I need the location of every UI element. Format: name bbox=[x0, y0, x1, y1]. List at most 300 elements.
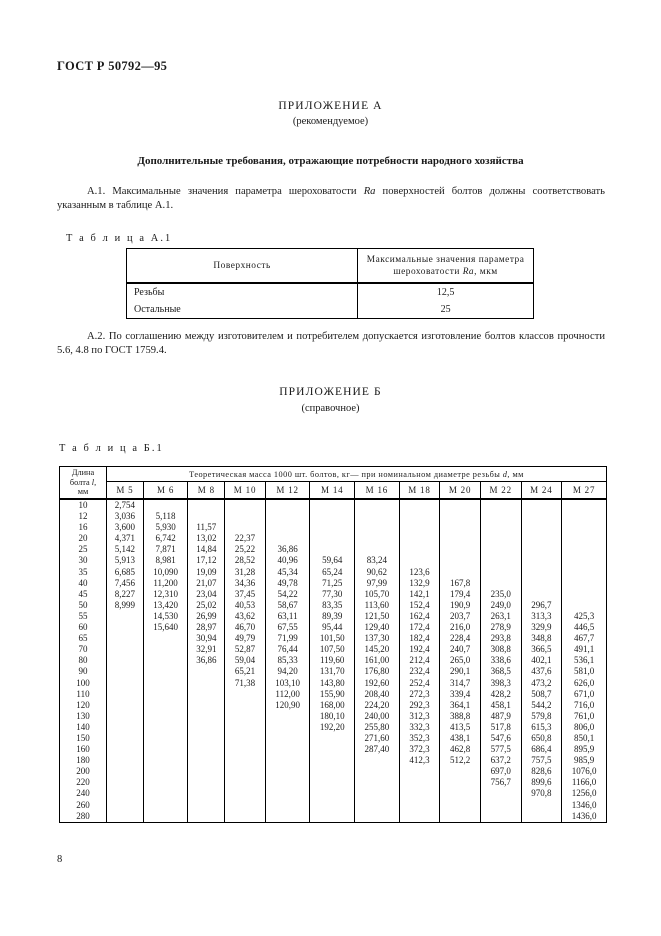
table-b1-cell-mass bbox=[188, 755, 225, 766]
table-row bbox=[60, 511, 607, 522]
table-b1-header-row-columns bbox=[60, 482, 607, 500]
table-b1-cell-mass bbox=[225, 800, 266, 811]
table-b1-cell-mass bbox=[143, 499, 188, 511]
table-b1-cell-mass: 338,6 bbox=[480, 655, 521, 666]
table-row bbox=[60, 499, 607, 511]
table-b1-cell-mass: 192,4 bbox=[399, 644, 440, 655]
table-row bbox=[60, 600, 607, 611]
table-b1-cell-mass: 249,0 bbox=[480, 600, 521, 611]
table-b1-cell-mass bbox=[143, 733, 188, 744]
table-b1-cell-mass bbox=[440, 766, 481, 777]
table-b1-cell-mass: 76,44 bbox=[265, 644, 310, 655]
length-head-line2-post: , bbox=[94, 477, 97, 487]
table-b1-cell-mass bbox=[188, 711, 225, 722]
table-b1-cell-mass: 120,90 bbox=[265, 700, 310, 711]
table-b1-cell-mass: 5,142 bbox=[107, 544, 144, 555]
table-b1-cell-mass bbox=[188, 700, 225, 711]
table-b1-cell-mass bbox=[188, 689, 225, 700]
table-b1-cell-mass: 308,8 bbox=[480, 644, 521, 655]
table-b1-cell-mass bbox=[562, 499, 607, 511]
table-b1-cell-mass: 626,0 bbox=[562, 678, 607, 689]
table-b1-cell-mass: 4,371 bbox=[107, 533, 144, 544]
table-b1-cell-mass: 208,40 bbox=[355, 689, 400, 700]
table-b1-cell-mass: 121,50 bbox=[355, 611, 400, 622]
table-b1-cell-mass: 65,24 bbox=[310, 567, 355, 578]
table-b1-cell-mass bbox=[143, 744, 188, 755]
table-b1-cell-mass bbox=[399, 511, 440, 522]
table-b1-cell-mass: 14,84 bbox=[188, 544, 225, 555]
table-b1-cell-mass bbox=[107, 744, 144, 755]
table-b1-cell-mass: 438,1 bbox=[440, 733, 481, 744]
table-b1-cell-mass bbox=[225, 522, 266, 533]
table-b1-cell-mass: 161,00 bbox=[355, 655, 400, 666]
table-b1-cell-mass: 332,3 bbox=[399, 722, 440, 733]
table-b1-cell-mass: 292,3 bbox=[399, 700, 440, 711]
paragraph-a2 bbox=[57, 330, 605, 358]
table-b1-cell-mass: 14,530 bbox=[143, 611, 188, 622]
table-a1-header-surface: Поверхность bbox=[127, 249, 358, 284]
table-b1-cell-mass bbox=[107, 633, 144, 644]
table-b1-cell-mass bbox=[480, 499, 521, 511]
table-row bbox=[60, 689, 607, 700]
table-b1-cell-mass: 650,8 bbox=[521, 733, 562, 744]
table-b1-cell-mass bbox=[521, 511, 562, 522]
table-b1-cell-mass: 3,600 bbox=[107, 522, 144, 533]
table-b1-cell-mass bbox=[480, 555, 521, 566]
table-a1-header-line2-pre: шероховатости bbox=[393, 266, 463, 277]
table-b1-cell-mass bbox=[188, 678, 225, 689]
table-b1-cell-mass bbox=[562, 589, 607, 600]
table-b1-cell-mass: 162,4 bbox=[399, 611, 440, 622]
appendix-b-subtitle: (справочное) bbox=[301, 403, 360, 414]
table-b1-cell-mass bbox=[107, 733, 144, 744]
table-b1-cell-mass: 179,4 bbox=[440, 589, 481, 600]
table-b1-cell-mass bbox=[310, 811, 355, 823]
table-b1-cell-mass bbox=[143, 700, 188, 711]
table-b1-cell-mass bbox=[562, 533, 607, 544]
table-b1-cell-mass: 756,7 bbox=[480, 777, 521, 788]
table-b1-col-header-m5: M 5 bbox=[107, 482, 144, 500]
table-b1-cell-mass: 1346,0 bbox=[562, 800, 607, 811]
table-b1-cell-mass: 67,55 bbox=[265, 622, 310, 633]
table-b1-cell-mass bbox=[225, 511, 266, 522]
table-b1-cell-mass: 806,0 bbox=[562, 722, 607, 733]
table-b1-cell-mass: 212,4 bbox=[399, 655, 440, 666]
table-b1-cell-mass bbox=[521, 800, 562, 811]
table-b1-cell-mass bbox=[480, 811, 521, 823]
table-b1-cell-mass: 272,3 bbox=[399, 689, 440, 700]
table-b1-cell-mass: 6,742 bbox=[143, 533, 188, 544]
table-b1-cell-mass: 3,036 bbox=[107, 511, 144, 522]
table-b1-cell-mass bbox=[310, 733, 355, 744]
table-b1-cell-length: 12 bbox=[60, 511, 107, 522]
table-b1-cell-mass: 296,7 bbox=[521, 600, 562, 611]
table-b1-cell-mass bbox=[143, 644, 188, 655]
table-b1-cell-mass bbox=[143, 800, 188, 811]
table-b1-cell-mass: 544,2 bbox=[521, 700, 562, 711]
table-b1-cell-length: 220 bbox=[60, 777, 107, 788]
table-row bbox=[60, 811, 607, 823]
table-b1-cell-length: 240 bbox=[60, 788, 107, 799]
table-b1-cell-mass: 293,8 bbox=[480, 633, 521, 644]
table-b1-cell-mass bbox=[143, 678, 188, 689]
table-row bbox=[60, 555, 607, 566]
table-b1-cell-mass bbox=[107, 711, 144, 722]
table-b1-col-header-m10: M 10 bbox=[225, 482, 266, 500]
table-b1-cell-mass: 265,0 bbox=[440, 655, 481, 666]
table-b1-cell-mass bbox=[480, 567, 521, 578]
table-row bbox=[60, 522, 607, 533]
table-b1-cell-mass bbox=[480, 800, 521, 811]
table-b1-cell-mass bbox=[188, 733, 225, 744]
table-b1-cell-mass bbox=[107, 689, 144, 700]
table-b1-cell-mass: 103,10 bbox=[265, 678, 310, 689]
table-b1-cell-mass: 11,57 bbox=[188, 522, 225, 533]
table-b1-cell-mass: 192,60 bbox=[355, 678, 400, 689]
table-b1-cell-mass: 263,1 bbox=[480, 611, 521, 622]
table-b1-cell-mass bbox=[265, 777, 310, 788]
table-b1-cell-length: 100 bbox=[60, 678, 107, 689]
appendix-a-section-title: Дополнительные требования, отражающие потребности народного хозяйства bbox=[137, 155, 524, 167]
table-a1-row bbox=[127, 283, 534, 301]
table-b1-cell-mass bbox=[440, 522, 481, 533]
table-b1-cell-mass: 180,10 bbox=[310, 711, 355, 722]
table-b1-cell-mass: 252,4 bbox=[399, 678, 440, 689]
table-b1-cell-mass: 8,999 bbox=[107, 600, 144, 611]
table-b1-cell-length: 140 bbox=[60, 722, 107, 733]
table-b1-cell-mass bbox=[440, 800, 481, 811]
table-b1-cell-mass: 287,40 bbox=[355, 744, 400, 755]
length-head-line3: мм bbox=[77, 487, 89, 497]
table-b1-cell-mass: 32,91 bbox=[188, 644, 225, 655]
table-b1-cell-mass bbox=[265, 511, 310, 522]
table-b1-cell-length: 45 bbox=[60, 589, 107, 600]
table-b1-cell-mass bbox=[440, 511, 481, 522]
table-b1-cell-length: 260 bbox=[60, 800, 107, 811]
table-b1-cell-mass: 581,0 bbox=[562, 666, 607, 677]
table-b1-col-header-m22: M 22 bbox=[480, 482, 521, 500]
table-b1-cell-mass bbox=[355, 777, 400, 788]
table-b1-cell-mass bbox=[188, 777, 225, 788]
table-b1-cell-mass: 11,200 bbox=[143, 578, 188, 589]
table-b1-cell-mass: 366,5 bbox=[521, 644, 562, 655]
table-b1-cell-mass: 167,8 bbox=[440, 578, 481, 589]
table-b1-cell-mass: 28,97 bbox=[188, 622, 225, 633]
table-b1-col-header-m6: M 6 bbox=[143, 482, 188, 500]
table-b1-cell-mass bbox=[107, 644, 144, 655]
table-b1-cell-mass: 1166,0 bbox=[562, 777, 607, 788]
table-b1-cell-mass bbox=[143, 788, 188, 799]
table-b1-cell-mass: 30,94 bbox=[188, 633, 225, 644]
table-b1-cell-length: 40 bbox=[60, 578, 107, 589]
table-b1-cell-mass: 5,118 bbox=[143, 511, 188, 522]
table-b1-cell-mass: 312,3 bbox=[399, 711, 440, 722]
table-b1-cell-mass bbox=[399, 811, 440, 823]
table-b1-cell-mass: 970,8 bbox=[521, 788, 562, 799]
table-b1-cell-mass: 1436,0 bbox=[562, 811, 607, 823]
table-b1-cell-mass: 71,25 bbox=[310, 578, 355, 589]
table-b1-cell-mass: 89,39 bbox=[310, 611, 355, 622]
table-b1-cell-mass: 71,38 bbox=[225, 678, 266, 689]
table-b1-cell-mass: 101,50 bbox=[310, 633, 355, 644]
table-row bbox=[60, 700, 607, 711]
table-b1-cell-mass bbox=[265, 711, 310, 722]
table-row bbox=[60, 589, 607, 600]
table-b1-cell-mass bbox=[225, 711, 266, 722]
table-b1-cell-mass bbox=[225, 788, 266, 799]
table-b1-cell-mass: 25,02 bbox=[188, 600, 225, 611]
table-b1-cell-mass: 235,0 bbox=[480, 589, 521, 600]
table-b1-cell-mass: 536,1 bbox=[562, 655, 607, 666]
table-b1-cell-mass: 412,3 bbox=[399, 755, 440, 766]
table-b1-cell-mass: 190,9 bbox=[440, 600, 481, 611]
table-b1-cell-mass: 25,22 bbox=[225, 544, 266, 555]
paragraph-a2-text: А.2. По соглашению между изготовителем и потребителем допускается изготовление болтов классов прочности 5.6, 4.8 по ГОСТ 1759.4. bbox=[57, 331, 605, 357]
table-b1-cell-length: 200 bbox=[60, 766, 107, 777]
table-b1-cell-mass: 49,78 bbox=[265, 578, 310, 589]
table-row bbox=[60, 611, 607, 622]
table-b1-cell-mass: 314,7 bbox=[440, 678, 481, 689]
table-b1-cell-mass: 83,35 bbox=[310, 600, 355, 611]
table-b1-cell-mass bbox=[399, 555, 440, 566]
table-a1-header-roughness bbox=[358, 249, 534, 284]
appendix-a-title: ПРИЛОЖЕНИЕ А bbox=[278, 100, 383, 112]
table-b1-cell-mass bbox=[188, 722, 225, 733]
table-b1-cell-mass bbox=[107, 722, 144, 733]
table-b1-cell-mass: 899,6 bbox=[521, 777, 562, 788]
table-b1-cell-length: 30 bbox=[60, 555, 107, 566]
table-b1-cell-mass bbox=[521, 499, 562, 511]
table-b1-cell-mass: 19,09 bbox=[188, 567, 225, 578]
table-b1-cell-mass: 828,6 bbox=[521, 766, 562, 777]
table-b1-cell-mass: 7,456 bbox=[107, 578, 144, 589]
table-b1-cell-mass bbox=[188, 788, 225, 799]
table-b1-cell-mass bbox=[399, 766, 440, 777]
table-b1-cell-mass bbox=[355, 811, 400, 823]
table-b1-header-span bbox=[107, 467, 607, 482]
table-b1-cell-mass bbox=[265, 722, 310, 733]
table-b1-col-header-m27: M 27 bbox=[562, 482, 607, 500]
table-b1-cell-mass bbox=[225, 766, 266, 777]
table-b1-cell-mass bbox=[225, 499, 266, 511]
table-b1-cell-mass bbox=[265, 533, 310, 544]
table-b1-cell-mass: 364,1 bbox=[440, 700, 481, 711]
table-b1-cell-mass bbox=[440, 544, 481, 555]
table-b1-cell-mass: 22,37 bbox=[225, 533, 266, 544]
table-b1-cell-mass bbox=[480, 511, 521, 522]
table-b1-cell-mass bbox=[265, 499, 310, 511]
table-b1-cell-mass bbox=[562, 578, 607, 589]
l-symbol: l bbox=[91, 477, 95, 487]
table-b1-cell-mass: 352,3 bbox=[399, 733, 440, 744]
table-b1-cell-mass bbox=[310, 744, 355, 755]
table-b1-cell-length: 35 bbox=[60, 567, 107, 578]
table-b1-cell-mass: 46,70 bbox=[225, 622, 266, 633]
table-b1-cell-mass bbox=[562, 544, 607, 555]
table-b1-cell-mass bbox=[440, 567, 481, 578]
table-row bbox=[60, 744, 607, 755]
table-b1-cell-mass: 615,3 bbox=[521, 722, 562, 733]
table-b1-cell-mass: 142,1 bbox=[399, 589, 440, 600]
table-b1-cell-mass bbox=[225, 700, 266, 711]
table-b1-cell-mass: 228,4 bbox=[440, 633, 481, 644]
table-b1-cell-mass bbox=[355, 766, 400, 777]
table-b1-cell-mass: 182,4 bbox=[399, 633, 440, 644]
table-a1-cell-surface: Остальные bbox=[127, 301, 358, 319]
table-b1-cell-mass: 58,67 bbox=[265, 600, 310, 611]
table-b1-cell-mass: 232,4 bbox=[399, 666, 440, 677]
table-b1-cell-mass: 34,36 bbox=[225, 578, 266, 589]
table-b1-cell-mass bbox=[265, 744, 310, 755]
table-b1-cell-mass: 278,9 bbox=[480, 622, 521, 633]
table-b1-col-header-m12: M 12 bbox=[265, 482, 310, 500]
table-b1-cell-mass bbox=[225, 755, 266, 766]
table-b1-cell-mass: 26,99 bbox=[188, 611, 225, 622]
table-row bbox=[60, 544, 607, 555]
table-b1-cell-mass: 467,7 bbox=[562, 633, 607, 644]
paragraph-a1 bbox=[57, 185, 605, 213]
table-row bbox=[60, 655, 607, 666]
table-b1-cell-mass: 43,62 bbox=[225, 611, 266, 622]
table-b1-cell-mass: 94,20 bbox=[265, 666, 310, 677]
table-b1-cell-mass: 637,2 bbox=[480, 755, 521, 766]
table-b1-cell-mass: 446,5 bbox=[562, 622, 607, 633]
table-b1-cell-mass: 155,90 bbox=[310, 689, 355, 700]
table-b1-cell-mass bbox=[107, 766, 144, 777]
table-b1-cell-mass: 577,5 bbox=[480, 744, 521, 755]
table-b1-cell-mass: 388,8 bbox=[440, 711, 481, 722]
table-b1-cell-mass bbox=[265, 766, 310, 777]
table-b1-cell-mass: 71,99 bbox=[265, 633, 310, 644]
table-b1-cell-mass: 131,70 bbox=[310, 666, 355, 677]
table-b1-cell-mass: 6,685 bbox=[107, 567, 144, 578]
table-b1-cell-mass: 458,1 bbox=[480, 700, 521, 711]
table-b1-cell-mass: 28,52 bbox=[225, 555, 266, 566]
table-b1-cell-mass bbox=[521, 555, 562, 566]
table-row bbox=[60, 766, 607, 777]
table-b1-cell-mass: 425,3 bbox=[562, 611, 607, 622]
table-b1-col-header-m20: M 20 bbox=[440, 482, 481, 500]
table-b1-cell-mass bbox=[188, 666, 225, 677]
table-b1-cell-mass bbox=[440, 555, 481, 566]
table-b1-cell-mass: 23,04 bbox=[188, 589, 225, 600]
table-b1-cell-mass bbox=[355, 788, 400, 799]
table-b1-cell-mass bbox=[355, 499, 400, 511]
table-b1-cell-mass: 2,754 bbox=[107, 499, 144, 511]
table-b1-cell-mass: 255,80 bbox=[355, 722, 400, 733]
table-b1-cell-mass: 77,30 bbox=[310, 589, 355, 600]
table-b1-cell-mass: 240,00 bbox=[355, 711, 400, 722]
table-b1-cell-mass bbox=[310, 544, 355, 555]
table-b1-cell-mass: 517,8 bbox=[480, 722, 521, 733]
table-b1-cell-length: 50 bbox=[60, 600, 107, 611]
table-b1-cell-mass: 491,1 bbox=[562, 644, 607, 655]
table-row bbox=[60, 633, 607, 644]
table-b1-cell-mass: 63,11 bbox=[265, 611, 310, 622]
table-a1-cell-surface: Резьбы bbox=[127, 283, 358, 301]
table-b1-cell-mass bbox=[143, 766, 188, 777]
table-row bbox=[60, 533, 607, 544]
table-b1-cell-mass bbox=[480, 544, 521, 555]
table-b1-cell-mass bbox=[480, 522, 521, 533]
table-b1-cell-mass bbox=[107, 788, 144, 799]
table-b1-cell-mass bbox=[399, 544, 440, 555]
table-b1-cell-mass: 143,80 bbox=[310, 678, 355, 689]
table-b1-cell-mass bbox=[107, 811, 144, 823]
table-b1-cell-mass: 129,40 bbox=[355, 622, 400, 633]
table-b1-cell-mass bbox=[225, 777, 266, 788]
table-b1-cell-mass bbox=[188, 511, 225, 522]
table-b1-cell-mass bbox=[521, 811, 562, 823]
table-b1-cell-mass: 313,3 bbox=[521, 611, 562, 622]
table-b1-cell-length: 110 bbox=[60, 689, 107, 700]
table-b1-cell-mass: 59,04 bbox=[225, 655, 266, 666]
table-b1-cell-mass bbox=[521, 578, 562, 589]
table-row bbox=[60, 622, 607, 633]
table-b1-cell-mass: 95,44 bbox=[310, 622, 355, 633]
table-b1-cell-mass bbox=[521, 544, 562, 555]
table-b1-cell-mass: 85,33 bbox=[265, 655, 310, 666]
table-b1-cell-mass: 329,9 bbox=[521, 622, 562, 633]
table-b1-cell-mass: 105,70 bbox=[355, 589, 400, 600]
table-b1-cell-mass: 192,20 bbox=[310, 722, 355, 733]
table-b1-cell-mass bbox=[355, 544, 400, 555]
table-b1-cell-mass bbox=[107, 755, 144, 766]
standard-number-header: ГОСТ Р 50792—95 bbox=[57, 59, 168, 73]
table-b1-cell-mass bbox=[399, 499, 440, 511]
table-b1-cell-mass: 152,4 bbox=[399, 600, 440, 611]
table-b1-cell-mass: 428,2 bbox=[480, 689, 521, 700]
table-b1-cell-length: 55 bbox=[60, 611, 107, 622]
table-b1-cell-mass bbox=[562, 555, 607, 566]
table-row bbox=[60, 722, 607, 733]
table-b1-col-header-m24: M 24 bbox=[521, 482, 562, 500]
table-row bbox=[60, 678, 607, 689]
table-b1-cell-mass bbox=[562, 567, 607, 578]
table-b1-cell-mass bbox=[399, 533, 440, 544]
table-b1-cell-mass bbox=[107, 678, 144, 689]
table-b1-cell-mass: 372,3 bbox=[399, 744, 440, 755]
table-b1-cell-length: 20 bbox=[60, 533, 107, 544]
table-b1-cell-mass: 348,8 bbox=[521, 633, 562, 644]
table-b1-cell-mass bbox=[399, 777, 440, 788]
table-b1-cell-mass bbox=[107, 800, 144, 811]
table-b1-cell-mass: 547,6 bbox=[480, 733, 521, 744]
span-head-post: , мм bbox=[507, 469, 524, 479]
table-b1-cell-length: 280 bbox=[60, 811, 107, 823]
table-b1-cell-mass: 107,50 bbox=[310, 644, 355, 655]
table-a1-row bbox=[127, 301, 534, 319]
table-b1-cell-mass: 168,00 bbox=[310, 700, 355, 711]
table-b1-cell-mass: 671,0 bbox=[562, 689, 607, 700]
table-b1-cell-mass bbox=[310, 511, 355, 522]
table-b1-cell-mass: 176,80 bbox=[355, 666, 400, 677]
table-b1-cell-length: 90 bbox=[60, 666, 107, 677]
table-b1-cell-mass bbox=[143, 722, 188, 733]
table-b1-cell-mass: 13,420 bbox=[143, 600, 188, 611]
table-b1-cell-mass bbox=[265, 522, 310, 533]
table-b1-cell-mass bbox=[225, 733, 266, 744]
table-row bbox=[60, 800, 607, 811]
table-b1-cell-mass: 21,07 bbox=[188, 578, 225, 589]
table-b1-cell-mass bbox=[440, 777, 481, 788]
table-b1-cell-mass: 402,1 bbox=[521, 655, 562, 666]
table-b1-cell-mass bbox=[225, 689, 266, 700]
table-b1-cell-length: 130 bbox=[60, 711, 107, 722]
table-b1-cell-mass: 119,60 bbox=[310, 655, 355, 666]
table-b1-cell-mass: 40,96 bbox=[265, 555, 310, 566]
table-b1-cell-mass bbox=[225, 811, 266, 823]
